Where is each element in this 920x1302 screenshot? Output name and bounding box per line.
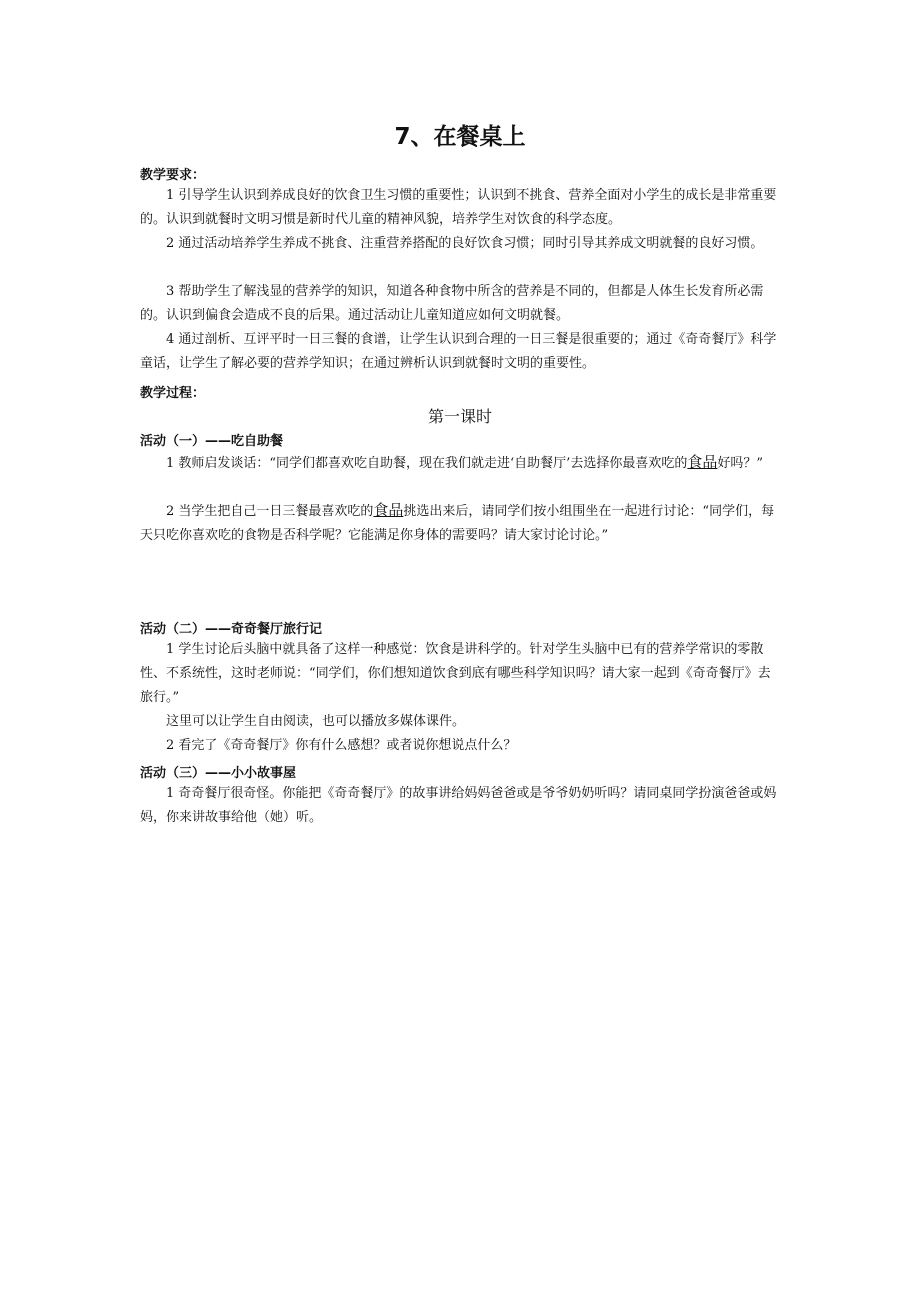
activity-1-p1-end: 好吗？”: [717, 456, 763, 471]
requirement-item-4: 4 通过剖析、互评平时一日三餐的食谱，让学生认识到合理的一日三餐是很重要的；通过《奇奇餐厅》科学童话，让学生了解必要的营养学知识；在通过辨析认识到就餐时文明的重要性。: [140, 332, 777, 371]
food-link[interactable]: 食品: [373, 501, 404, 519]
requirements-label: 教学要求：: [140, 168, 206, 183]
document-title: 7、在餐桌上: [394, 124, 526, 150]
activity-1-label: 活动（一）——吃自助餐: [140, 434, 284, 449]
activity-3-paragraph-1: 1 奇奇餐厅很奇怪。你能把《奇奇餐厅》的故事讲给妈妈爸爸或是爷爷奶奶听吗？请同桌同学扮演爸爸或妈妈，你来讲故事给他（她）听。: [140, 786, 777, 825]
lesson-heading: 第一课时: [427, 407, 492, 426]
activity-1-paragraph-2: [140, 498, 782, 548]
activity-1-p1-text: 1 教师启发谈话：“同学们都喜欢吃自助餐，现在我们就走进‘自助餐厅’去选择你最喜欢吃的: [166, 456, 688, 471]
requirement-item-1: 1 引导学生认识到养成良好的饮食卫生习惯的重要性；认识到不挑食、营养全面对小学生的成长是非常重要的。认识到就餐时文明习惯是新时代儿童的精神风貌，培养学生对饮食的科学态度。: [140, 188, 777, 227]
activity-2-paragraph-3: 2 看完了《奇奇餐厅》你有什么感想？或者说你想说点什么？: [166, 738, 517, 753]
requirement-item-2: 2 通过活动培养学生养成不挑食、注重营养搭配的良好饮食习惯；同时引导其养成文明就餐的良好习惯。: [166, 236, 764, 251]
activity-2-paragraph-2: 这里可以让学生自由阅读，也可以播放多媒体课件。: [166, 714, 466, 729]
activity-3-label: 活动（三）——小小故事屋: [140, 766, 297, 781]
activity-2-label: 活动（二）——奇奇餐厅旅行记: [140, 622, 323, 637]
activity-1-p2-end: 挑选出来后，请同学们按小组围坐在一起进行讨论：“同学们，每天只吃你喜欢吃的食物是否科学呢？它能满足你身体的需要吗？请大家讨论讨论。”: [140, 504, 775, 543]
activity-1-paragraph-1: [140, 450, 782, 476]
food-link[interactable]: 食品: [687, 453, 718, 471]
process-label: 教学过程：: [140, 386, 206, 401]
activity-2-paragraph-1: 1 学生讨论后头脑中就具备了这样一种感觉：饮食是讲科学的。针对学生头脑中已有的营养学常识的零散性、不系统性，这时老师说：“同学们，你们想知道饮食到底有哪些科学知识吗？请大家一起到《奇奇餐厅》去旅行。”: [140, 642, 771, 705]
activity-1-p2-text: 2 当学生把自己一日三餐最喜欢吃的: [166, 504, 374, 519]
requirement-item-3: 3 帮助学生了解浅显的营养学的知识，知道各种食物中所含的营养是不同的，但都是人体生长发育所必需的。认识到偏食会造成不良的后果。通过活动让儿童知道应如何文明就餐。: [140, 284, 764, 323]
